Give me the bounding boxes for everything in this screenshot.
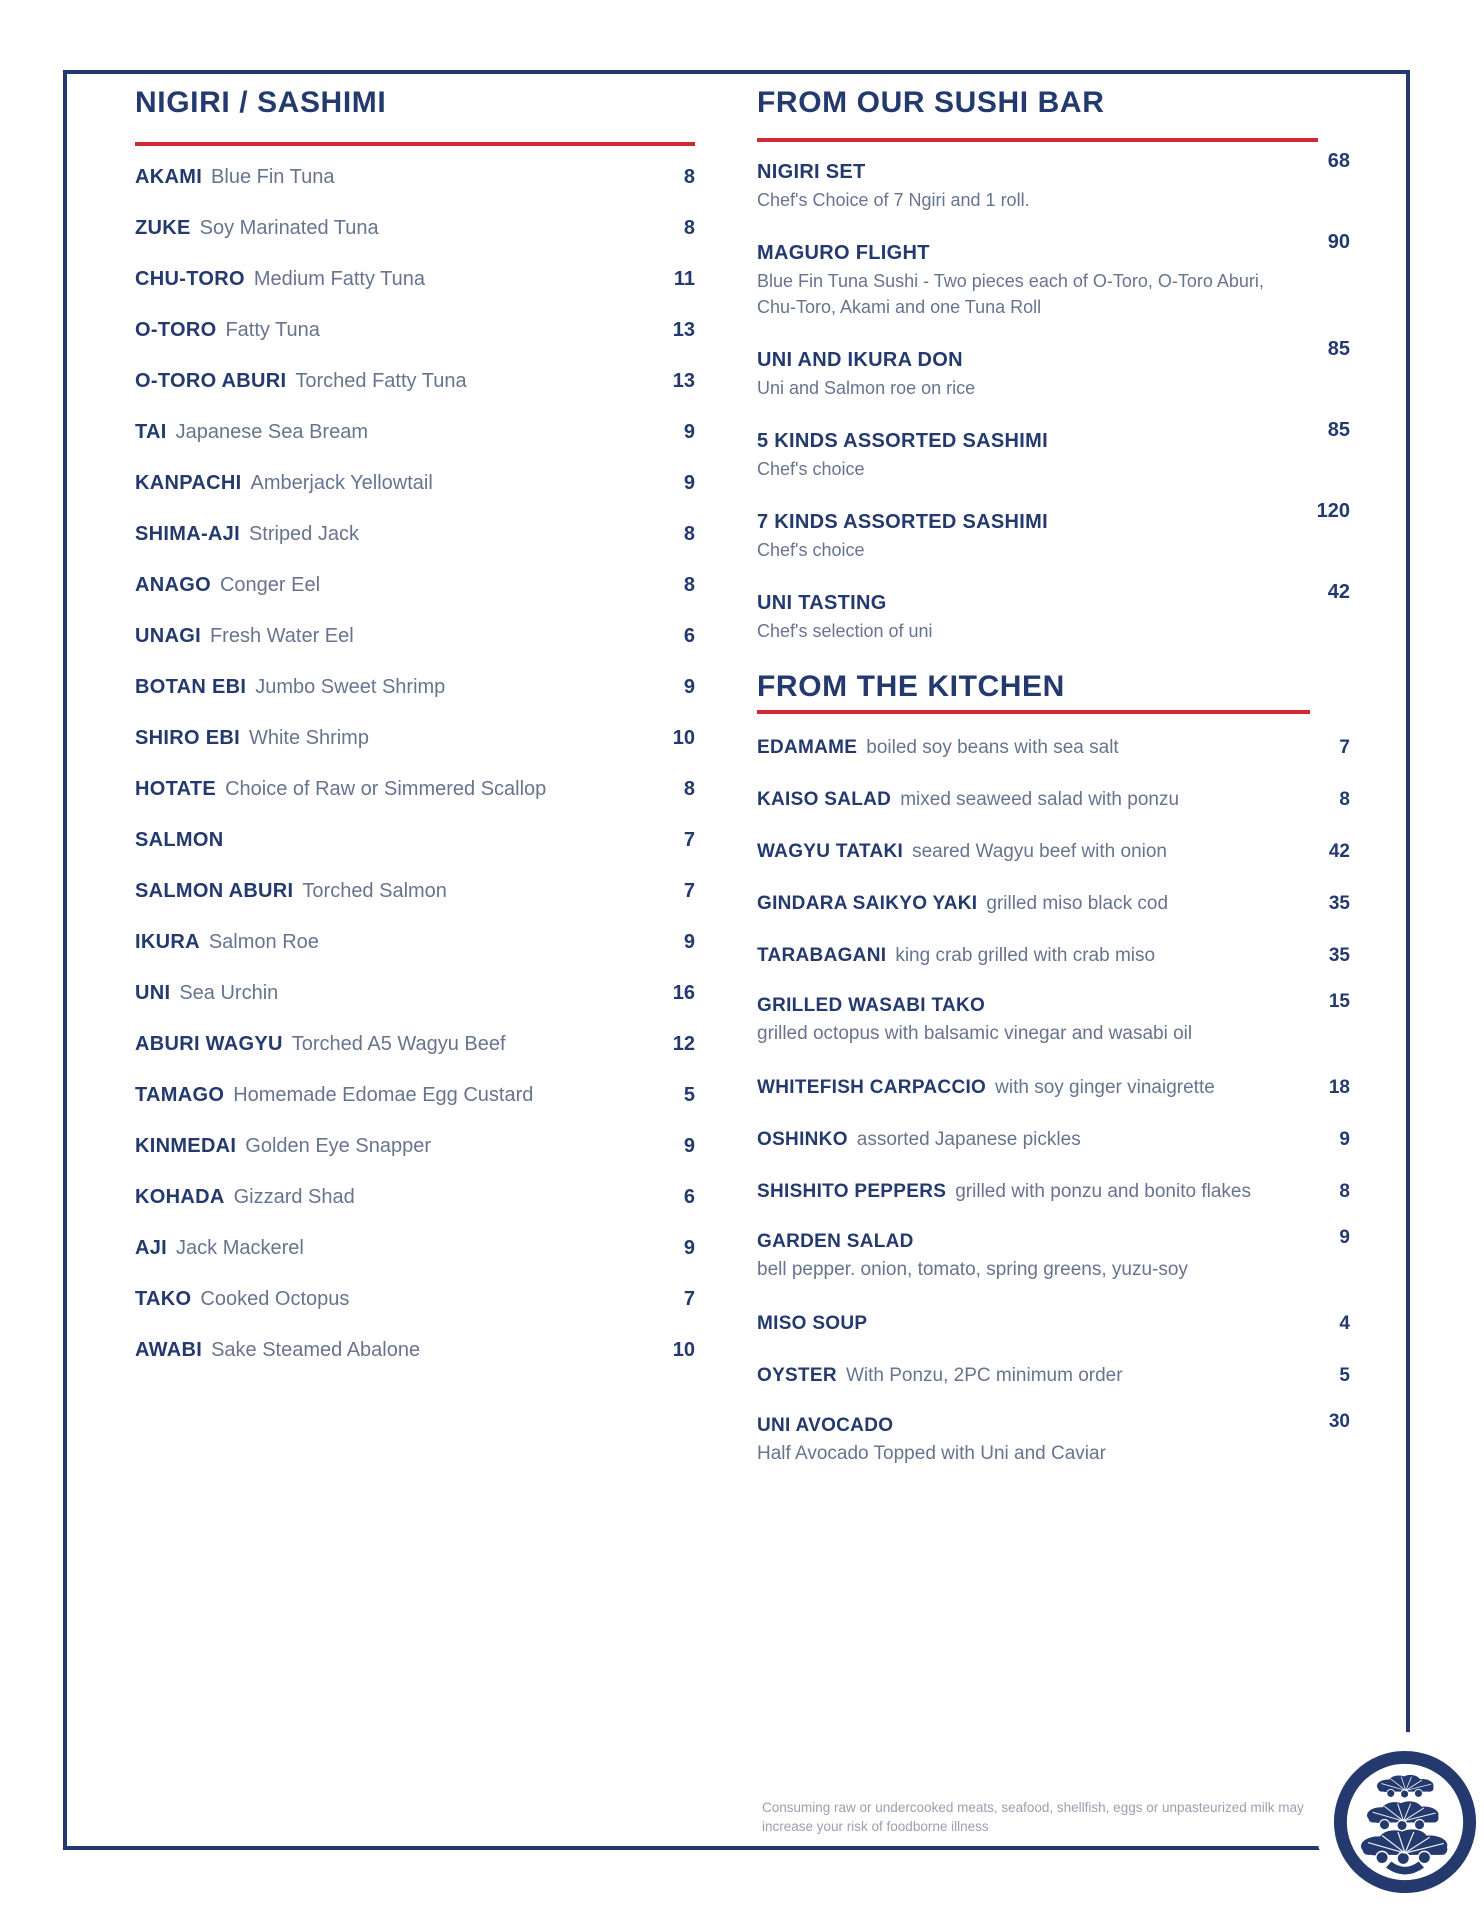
item-desc: seared Wagyu beef with onion (912, 841, 1167, 862)
item-name: ABURI WAGYU (135, 1033, 283, 1055)
item-desc: Chef's choice (757, 459, 865, 479)
menu-item-row (135, 356, 695, 407)
item-price: 8 (1339, 789, 1350, 810)
item-desc: Gizzard Shad (233, 1186, 355, 1208)
item-price: 7 (683, 880, 695, 902)
section-divider (757, 138, 1318, 142)
item-price: 35 (1328, 893, 1350, 914)
item-price: 9 (683, 676, 695, 698)
menu-item-block (757, 419, 1350, 482)
item-name: OYSTER (757, 1365, 837, 1386)
item-name: EDAMAME (757, 737, 858, 758)
item-name: IKURA (135, 931, 200, 953)
item-price: 42 (1328, 841, 1350, 862)
item-desc: grilled with ponzu and bonito flakes (955, 1181, 1251, 1202)
menu-item-row (135, 1325, 695, 1376)
item-name: SALMON (135, 829, 224, 851)
item-price: 9 (683, 1135, 695, 1157)
menu-item-row (135, 662, 695, 713)
item-name: WAGYU TATAKI (757, 841, 904, 862)
item-price: 13 (672, 319, 695, 341)
menu-item-row (135, 1019, 695, 1070)
menu-item-row (757, 1350, 1350, 1402)
item-desc: Japanese Sea Bream (175, 421, 368, 443)
item-desc: Homemade Edomae Egg Custard (233, 1084, 534, 1106)
item-desc: boiled soy beans with sea salt (866, 737, 1119, 758)
item-name: SHIRO EBI (135, 727, 240, 749)
item-price: 9 (683, 421, 695, 443)
menu-item-row (135, 764, 695, 815)
item-price: 6 (683, 1186, 695, 1208)
item-name: UNAGI (135, 625, 201, 647)
menu-item-row (135, 1121, 695, 1172)
item-desc: Blue Fin Tuna (211, 166, 335, 188)
item-name: TAKO (135, 1288, 192, 1310)
item-name: TAMAGO (135, 1084, 225, 1106)
menu-item-row (135, 407, 695, 458)
item-price: 12 (672, 1033, 695, 1055)
item-price: 85 (1327, 419, 1350, 441)
item-name: UNI TASTING (757, 592, 887, 614)
item-desc: Conger Eel (219, 574, 321, 596)
item-name: KANPACHI (135, 472, 242, 494)
right-column (757, 86, 1350, 1482)
menu-item-block (757, 1402, 1350, 1482)
item-name: O-TORO (135, 319, 217, 341)
item-desc: Chef's Choice of 7 Ngiri and 1 roll. (757, 190, 1030, 210)
nigiri-sashimi-list (135, 152, 695, 1376)
item-desc: Chef's choice (757, 540, 865, 560)
restaurant-logo (1329, 1746, 1481, 1898)
item-price: 8 (683, 523, 695, 545)
item-name: UNI (135, 982, 171, 1004)
item-desc: Choice of Raw or Simmered Scallop (225, 778, 547, 800)
item-name: AJI (135, 1237, 168, 1259)
item-price: 6 (683, 625, 695, 647)
item-price: 10 (672, 727, 695, 749)
item-price: 11 (673, 268, 695, 290)
item-price: 35 (1328, 945, 1350, 966)
item-desc: with soy ginger vinaigrette (995, 1077, 1215, 1098)
consumer-advisory-note: Consuming raw or undercooked meats, seafood, shellfish, eggs or unpasteurized milk may increase your risk of foodborne illness (762, 1800, 1304, 1834)
item-desc: Chef's selection of uni (757, 621, 933, 641)
item-name: 7 KINDS ASSORTED SASHIMI (757, 511, 1048, 533)
item-name: MISO SOUP (757, 1313, 868, 1334)
menu-item-row (757, 1062, 1350, 1114)
item-name: GINDARA SAIKYO YAKI (757, 893, 978, 914)
item-desc: grilled miso black cod (986, 893, 1169, 914)
menu-item-row (135, 509, 695, 560)
kitchen-list (757, 722, 1350, 1482)
item-price: 8 (683, 778, 695, 800)
menu-item-block (757, 231, 1350, 320)
item-price: 7 (683, 1288, 695, 1310)
item-desc: Sea Urchin (179, 982, 279, 1004)
item-desc: bell pepper. onion, tomato, spring greens, yuzu-soy (757, 1259, 1188, 1280)
menu-item-row (757, 1298, 1350, 1350)
item-name: KAISO SALAD (757, 789, 892, 810)
item-name: SALMON ABURI (135, 880, 294, 902)
item-price: 8 (683, 166, 695, 188)
item-name: BOTAN EBI (135, 676, 247, 698)
item-desc: Blue Fin Tuna Sushi - Two pieces each of O-Toro, O-Toro Aburi, Chu-Toro, Akami and one Tuna Roll (757, 271, 1264, 317)
menu-item-row (135, 611, 695, 662)
item-name: AWABI (135, 1339, 203, 1361)
item-desc: grilled octopus with balsamic vinegar and wasabi oil (757, 1023, 1193, 1044)
item-name: O-TORO ABURI (135, 370, 287, 392)
item-desc: Jumbo Sweet Shrimp (255, 676, 446, 698)
menu-item-row (135, 1274, 695, 1325)
item-desc: Fatty Tuna (225, 319, 320, 341)
sushi-bar-list (757, 150, 1350, 644)
item-price: 8 (683, 574, 695, 596)
item-price: 120 (1316, 500, 1350, 522)
item-price: 9 (1339, 1227, 1350, 1248)
menu-item-block (757, 581, 1350, 644)
item-name: UNI AVOCADO (757, 1415, 894, 1436)
menu-item-block (757, 338, 1350, 401)
item-desc: Torched Fatty Tuna (295, 370, 467, 392)
item-name: HOTATE (135, 778, 217, 800)
menu-item-row (757, 878, 1350, 930)
item-name: TAI (135, 421, 167, 443)
item-desc: Half Avocado Topped with Uni and Caviar (757, 1443, 1106, 1464)
item-price: 13 (672, 370, 695, 392)
menu-item-row (135, 305, 695, 356)
menu-item-row (757, 722, 1350, 774)
item-name: NIGIRI SET (757, 161, 866, 183)
menu-item-row (135, 713, 695, 764)
menu-item-row (135, 254, 695, 305)
item-desc: With Ponzu, 2PC minimum order (845, 1365, 1123, 1386)
item-name: CHU-TORO (135, 268, 245, 290)
item-desc: Salmon Roe (208, 931, 319, 953)
section-divider (757, 710, 1310, 714)
item-price: 4 (1339, 1313, 1350, 1334)
item-name: ZUKE (135, 217, 191, 239)
menu-item-row (135, 1172, 695, 1223)
section-title-sushi-bar: FROM OUR SUSHI BAR (757, 86, 1105, 119)
item-desc: mixed seaweed salad with ponzu (900, 789, 1180, 810)
item-name: UNI AND IKURA DON (757, 349, 963, 371)
item-desc: Medium Fatty Tuna (253, 268, 425, 290)
menu-item-row (135, 968, 695, 1019)
menu-item-block (757, 150, 1350, 213)
menu-item-row (757, 774, 1350, 826)
item-desc: Amberjack Yellowtail (250, 472, 433, 494)
menu-item-row (135, 152, 695, 203)
item-price: 7 (683, 829, 695, 851)
item-price: 18 (1328, 1077, 1350, 1098)
menu-item-row (135, 866, 695, 917)
item-name: SHIMA-AJI (135, 523, 240, 545)
item-price: 90 (1327, 231, 1350, 253)
item-name: GARDEN SALAD (757, 1231, 914, 1252)
item-price: 8 (1339, 1181, 1350, 1202)
section-sushi-bar (757, 86, 1350, 644)
item-name: TARABAGANI (757, 945, 887, 966)
menu-item-row (757, 930, 1350, 982)
item-name: ANAGO (135, 574, 211, 596)
item-price: 68 (1327, 150, 1350, 172)
item-desc: assorted Japanese pickles (856, 1129, 1081, 1150)
item-price: 16 (672, 982, 695, 1004)
item-price: 15 (1328, 991, 1350, 1012)
item-desc: Fresh Water Eel (209, 625, 354, 647)
section-title-kitchen: FROM THE KITCHEN (757, 670, 1065, 703)
section-kitchen (757, 670, 1350, 1482)
menu-item-block (757, 500, 1350, 563)
menu-item-row (757, 826, 1350, 878)
item-price: 85 (1327, 338, 1350, 360)
section-divider (135, 142, 695, 146)
section-nigiri-sashimi (135, 86, 695, 1376)
item-name: OSHINKO (757, 1129, 848, 1150)
item-price: 5 (1339, 1365, 1350, 1386)
item-name: GRILLED WASABI TAKO (757, 995, 986, 1016)
item-desc: Torched Salmon (302, 880, 447, 902)
item-price: 7 (1339, 737, 1350, 758)
menu-item-row (135, 815, 695, 866)
item-name: KINMEDAI (135, 1135, 237, 1157)
menu-item-row (135, 560, 695, 611)
item-desc: Striped Jack (248, 523, 359, 545)
item-name: WHITEFISH CARPACCIO (757, 1077, 987, 1098)
menu-item-row (135, 458, 695, 509)
item-price: 8 (683, 217, 695, 239)
pine-crest-icon (1329, 1746, 1481, 1898)
item-name: MAGURO FLIGHT (757, 242, 930, 264)
item-desc: king crab grilled with crab miso (895, 945, 1156, 966)
item-desc: Torched A5 Wagyu Beef (291, 1033, 506, 1055)
item-desc: Uni and Salmon roe on rice (757, 378, 976, 398)
item-name: SHISHITO PEPPERS (757, 1181, 947, 1202)
item-desc: White Shrimp (248, 727, 369, 749)
menu-item-row (757, 1114, 1350, 1166)
item-price: 9 (683, 472, 695, 494)
item-name: AKAMI (135, 166, 203, 188)
item-price: 42 (1327, 581, 1350, 603)
section-title-nigiri-sashimi: NIGIRI / SASHIMI (135, 86, 387, 119)
item-desc: Soy Marinated Tuna (199, 217, 379, 239)
item-name: KOHADA (135, 1186, 225, 1208)
item-price: 9 (1339, 1129, 1350, 1150)
item-name: 5 KINDS ASSORTED SASHIMI (757, 430, 1048, 452)
item-price: 5 (683, 1084, 695, 1106)
menu-item-row (757, 1166, 1350, 1218)
menu-item-row (135, 203, 695, 254)
item-desc: Sake Steamed Abalone (211, 1339, 421, 1361)
item-price: 10 (672, 1339, 695, 1361)
menu-item-row (135, 1070, 695, 1121)
menu-item-block (757, 982, 1350, 1062)
item-desc: Jack Mackerel (176, 1237, 304, 1259)
menu-item-row (135, 917, 695, 968)
menu-item-row (135, 1223, 695, 1274)
item-price: 9 (683, 1237, 695, 1259)
item-desc: Cooked Octopus (200, 1288, 350, 1310)
item-price: 9 (683, 931, 695, 953)
menu-item-block (757, 1218, 1350, 1298)
item-price: 30 (1328, 1411, 1350, 1432)
item-desc: Golden Eye Snapper (245, 1135, 431, 1157)
